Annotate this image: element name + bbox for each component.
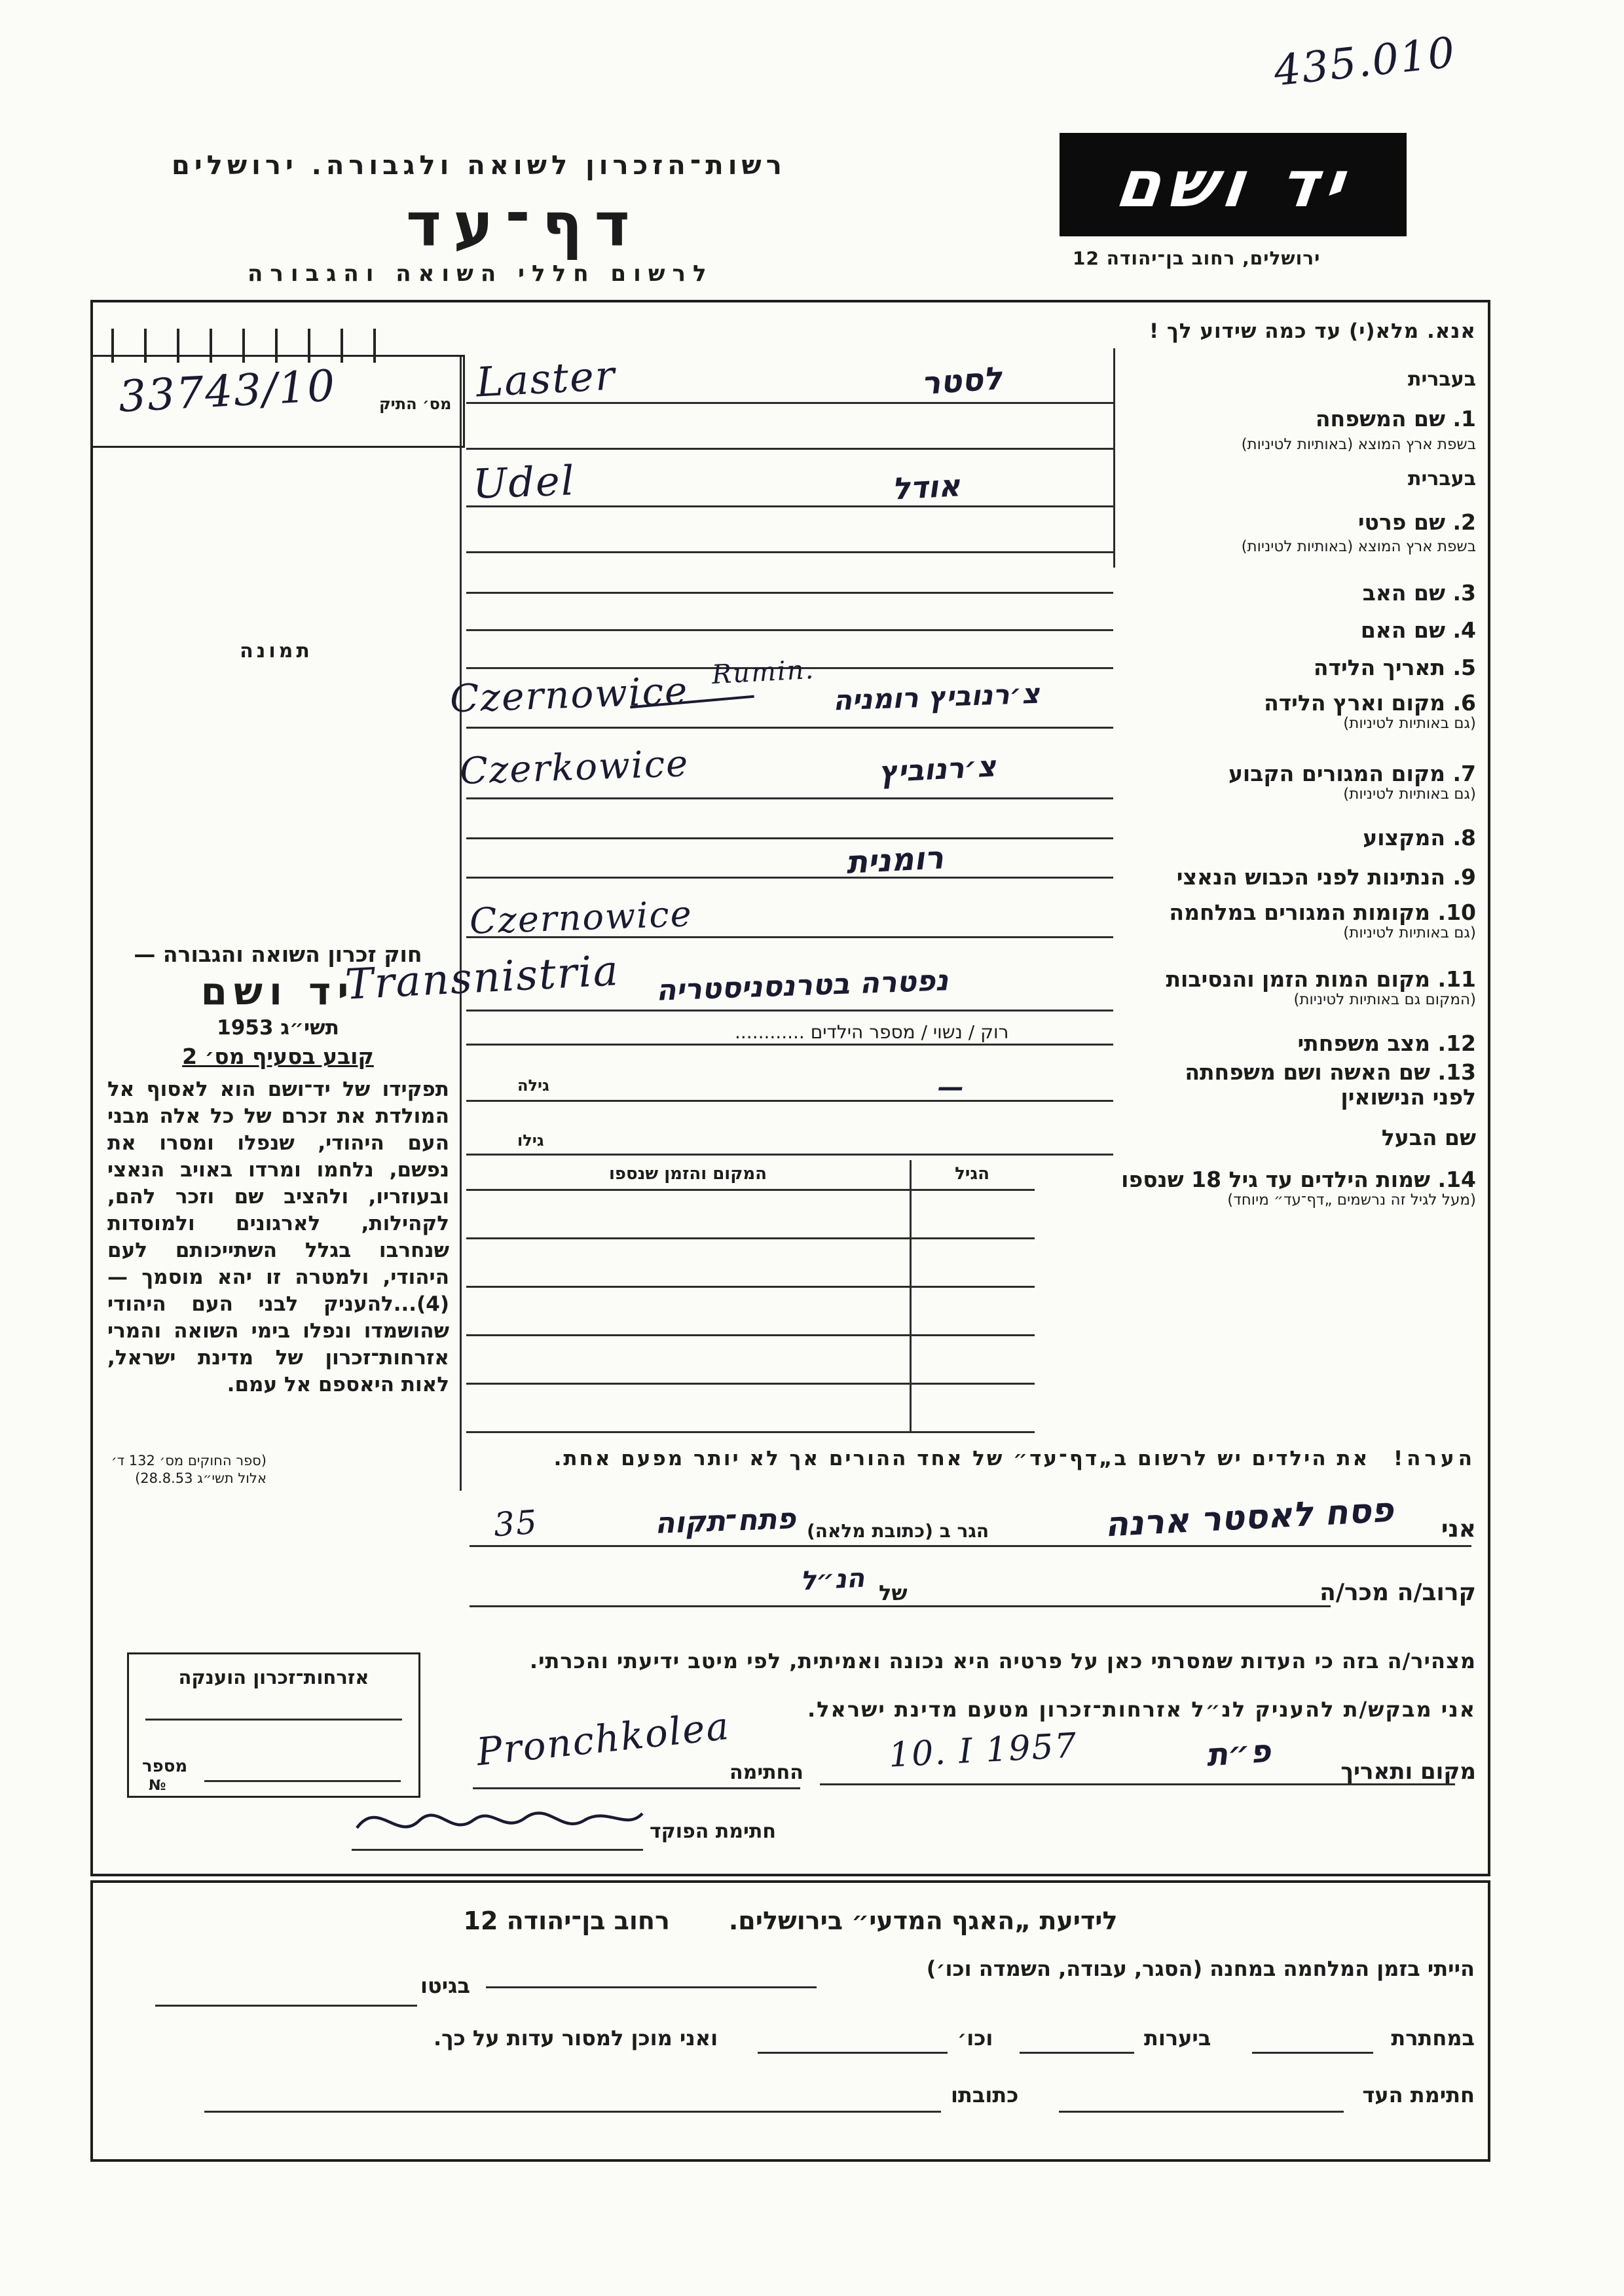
field7-latin-note: (גם באותיות לטיניות) bbox=[1343, 786, 1476, 803]
fill-line-family-hebrew bbox=[466, 402, 1113, 404]
fill-line-family-latin bbox=[466, 448, 1113, 450]
left-panel-separator bbox=[460, 356, 462, 1491]
camp-label: הייתי בזמן המלחמה במחנה (הסגר, עבודה, השמדה וכו׳) bbox=[926, 1956, 1475, 1981]
numero-symbol: № bbox=[149, 1777, 166, 1794]
children-row-line bbox=[466, 1383, 1035, 1385]
law-section: קובע בסעיף מס׳ 2 bbox=[182, 1044, 374, 1069]
fill-line-wife-name bbox=[466, 1100, 1113, 1102]
field13-label: 13. שם האשה ושם משפחתה bbox=[1185, 1059, 1476, 1085]
witness-signature-line bbox=[1059, 2111, 1344, 2113]
children-table bbox=[466, 1160, 1035, 1433]
field10-latin-note: (גם באותיות לטיניות) bbox=[1343, 924, 1476, 941]
yad-vashem-logo bbox=[1060, 133, 1407, 236]
children-row-line bbox=[466, 1237, 1035, 1239]
field1-origin-note: בשפת ארץ המוצא (באותיות לטיניות) bbox=[1241, 436, 1476, 453]
forests-line bbox=[1020, 2052, 1134, 2054]
husband-age-label: גילו bbox=[517, 1131, 544, 1150]
fill-line-father bbox=[466, 592, 1113, 594]
bottom-title: לידיעת „האגף המדעי״ בירושלים. bbox=[728, 1906, 1118, 1935]
children-row-line bbox=[466, 1334, 1035, 1336]
witness-signature-handwriting: Pronchkolea bbox=[474, 1703, 732, 1775]
fill-line-husband-name bbox=[466, 1154, 1113, 1156]
field13-label-2: לפני הנישואין bbox=[1340, 1084, 1476, 1110]
signature-label: החתימה bbox=[729, 1761, 803, 1784]
relative-label: קרוב/ה מכר/ה bbox=[1320, 1579, 1476, 1606]
husband-label: שם הבעל bbox=[1381, 1125, 1476, 1150]
wartime-residence-handwriting: Czernowice bbox=[469, 893, 693, 942]
residence-latin-handwriting: Czerkowice bbox=[458, 742, 690, 793]
signature-line bbox=[473, 1787, 800, 1789]
note-text: את הילדים יש לרשום ב„דף־עד״ של אחד ההורים אך לא יותר מפעם אחת. bbox=[553, 1447, 1370, 1470]
death-place-hebrew-handwriting: נפטרה בטרנסניסטריה bbox=[655, 964, 949, 1008]
logo-address: ירושלים, רחוב בן־יהודה 12 bbox=[1073, 247, 1321, 269]
field14-note: (מעל לגיל זה נרשמים „דף־עד״ מיוחד) bbox=[1227, 1192, 1476, 1209]
main-form bbox=[90, 300, 1490, 1876]
underground-line bbox=[1252, 2052, 1373, 2054]
fill-instruction: אנא. מלא(י) עד כמה שידוע לך ! bbox=[1149, 319, 1476, 343]
field3-label: 3. שם האב bbox=[1362, 580, 1476, 606]
citizenship-number-line bbox=[204, 1780, 401, 1782]
children-table-divider bbox=[910, 1160, 912, 1431]
declare-text: מצהיר/ה בזה כי העדות שמסרתי כאן על פרטיה היא נכונה ואמיתית, לפי מיטב ידיעתי והכרתי. bbox=[529, 1649, 1476, 1673]
witness-name-handwriting: פסח לאסטר ארנה bbox=[1103, 1490, 1395, 1545]
field8-label: 8. המקצוע bbox=[1363, 825, 1476, 850]
residing-label: הגר ב (כתובת מלאה) bbox=[807, 1520, 989, 1542]
field10-label: 10. מקומות המגורים במלחמה bbox=[1169, 900, 1476, 925]
bottom-title-row bbox=[93, 1906, 1488, 1935]
underground-label: במחתרת bbox=[1391, 2026, 1475, 2050]
fill-line-first-hebrew bbox=[466, 505, 1113, 507]
fill-line-death-place bbox=[466, 1010, 1113, 1011]
field2-hebrew-label: בעברית bbox=[1408, 467, 1476, 490]
wife-line-dash-handwriting: — bbox=[938, 1072, 964, 1102]
law-name: יד ושם bbox=[200, 969, 356, 1013]
field11-label: 11. מקום המות הזמן והנסיבות bbox=[1166, 966, 1476, 992]
field1-label: 1. שם המשפחה bbox=[1315, 406, 1476, 431]
witness-address-label: כתובתו bbox=[951, 2083, 1019, 2107]
witness-city-handwriting: פתח־תקוה bbox=[654, 1502, 797, 1540]
bottom-section bbox=[90, 1880, 1490, 2162]
forests-label: ביערות bbox=[1144, 2026, 1211, 2050]
children-row-line bbox=[466, 1286, 1035, 1288]
photo-label: תמונה bbox=[240, 640, 313, 663]
file-number-box bbox=[90, 355, 465, 448]
testify-label: ואני מוכן למסור עדות על כך. bbox=[434, 2026, 718, 2050]
of-label: של bbox=[879, 1580, 908, 1605]
form-subtitle: לרשום חללי השואה והגבורה bbox=[248, 261, 714, 287]
note-label: הערה! bbox=[1393, 1447, 1476, 1470]
field5-label: 5. תאריך הלידה bbox=[1313, 655, 1476, 680]
yad-vashem-logo-text: יד ושם bbox=[1111, 147, 1355, 222]
field2-label: 2. שם פרטי bbox=[1357, 509, 1476, 535]
field2-origin-note: בשפת ארץ המוצא (באותיות לטיניות) bbox=[1241, 538, 1476, 555]
field14-label: 14. שמות הילדים עד גיל 18 שנספו bbox=[1121, 1167, 1476, 1192]
etc-label: וכו׳ bbox=[957, 2026, 993, 2050]
residence-hebrew-handwriting: צ׳רנוביץ bbox=[877, 750, 997, 790]
relation-handwriting: הנ״ל bbox=[799, 1563, 866, 1597]
first-name-hebrew-handwriting: אודל bbox=[891, 467, 961, 507]
note-row bbox=[554, 1447, 1476, 1470]
etc-line bbox=[758, 2052, 948, 2054]
witness-signature-label: חתימת העד bbox=[1362, 2083, 1475, 2107]
ghetto-line bbox=[155, 2005, 417, 2007]
field11-latin-note: (המקום גם באותיות לטיניות) bbox=[1293, 991, 1476, 1008]
place-handwriting: פ״ת bbox=[1205, 1732, 1272, 1774]
family-name-hebrew-handwriting: לסטר bbox=[920, 359, 1003, 403]
field1-hebrew-label: בעברית bbox=[1408, 368, 1476, 391]
fill-line-family-status bbox=[466, 1044, 1113, 1046]
first-name-latin-handwriting: Udel bbox=[471, 456, 576, 508]
law-footnote: (ספר החוקים מס׳ 132 ד׳ אלול תשי״ג 28.8.53) bbox=[111, 1453, 267, 1486]
field12-options: רוק / נשוי / מספר הילדים ............ bbox=[735, 1021, 1009, 1043]
birthplace-latin-handwriting: Czernowice bbox=[449, 668, 690, 721]
citizenship-box bbox=[127, 1652, 420, 1798]
declaration-line-2 bbox=[470, 1605, 1331, 1607]
field6-label: 6. מקום וארץ הלידה bbox=[1264, 690, 1476, 716]
law-body: תפקידו של יד־ושם הוא לאסוף אל המולדת את זכרם של כל אלה מבני העם היהודי, שנפלו ומסרו את נפשם, נלחמו ומרדו באויב הנאצי ובעוזריו, ולהציב שם וזכר להם, לקהילות, לארגונים ולמוסדות שנחרבו בגלל השתייכותם לעם היהודי, ולמטרה זו יהא מוסמך — (4)...להעניק לבני העם היהודי שהושמדו ונפלו בימי השואה והמרי אזרחות־זכרון של מדינת ישראל, לאות היאספם אל עמם. bbox=[107, 1078, 449, 1396]
form-title: דף־עד bbox=[406, 190, 642, 260]
fill-line-first-latin bbox=[466, 551, 1113, 553]
clerk-signature-line bbox=[352, 1849, 643, 1851]
birthplace-hebrew-handwriting: צ׳רנוביץ רומניה bbox=[832, 677, 1041, 717]
ghetto-label: בגיטו bbox=[420, 1973, 470, 1998]
witness-address-line bbox=[204, 2111, 941, 2113]
file-number-handwriting: 33743/10 bbox=[117, 360, 337, 422]
bottom-title-address: רחוב בן־יהודה 12 bbox=[463, 1906, 670, 1935]
field9-label: 9. הנתינות לפני הכבוש הנאצי bbox=[1176, 864, 1476, 890]
fill-line-profession bbox=[466, 837, 1113, 839]
law-intro: חוק זכרון השואה והגבורה — bbox=[134, 941, 422, 967]
field4-label: 4. שם האם bbox=[1360, 617, 1476, 643]
date-handwriting: 10. I 1957 bbox=[887, 1726, 1079, 1776]
authority-title: רשות־הזכרון לשואה ולגבורה. ירושלים bbox=[172, 151, 786, 181]
house-number-handwriting: 35 bbox=[492, 1503, 540, 1544]
children-row-line bbox=[466, 1189, 1035, 1191]
citizenship-handwriting: רומנית bbox=[845, 839, 945, 881]
birthplace-country-handwriting: Rumin. bbox=[710, 654, 816, 691]
place-date-label: מקום ותאריך bbox=[1340, 1758, 1476, 1785]
declaration-line-1 bbox=[470, 1545, 1471, 1547]
request-text: אני מבקש/ת להעניק לנ״ל אזרחות־זכרון מטעם מדינת ישראל. bbox=[807, 1697, 1476, 1722]
citizenship-line bbox=[145, 1719, 402, 1721]
family-name-latin-handwriting: Laster bbox=[475, 351, 617, 407]
children-col-age: הגיל bbox=[955, 1164, 989, 1184]
clerk-signature-scribble bbox=[352, 1794, 646, 1849]
wife-age-label: גילה bbox=[517, 1076, 549, 1095]
citizenship-number-label: מספר bbox=[142, 1757, 188, 1776]
law-year: תשי״ג 1953 bbox=[217, 1016, 339, 1040]
death-place-latin-handwriting: Transnistria bbox=[344, 947, 621, 1010]
i-label: אני bbox=[1441, 1516, 1476, 1542]
fill-line-residence bbox=[466, 797, 1113, 799]
field12-label: 12. מצב משפחתי bbox=[1297, 1030, 1476, 1056]
fill-line-birthplace bbox=[466, 727, 1113, 729]
field7-label: 7. מקום המגורים הקבוע bbox=[1228, 761, 1476, 786]
camp-line bbox=[486, 1986, 817, 1988]
archive-number-handwriting: 435.010 bbox=[1271, 28, 1458, 96]
label-column-separator bbox=[1113, 348, 1115, 568]
citizenship-granted-label: אזרחות־זכרון הוענקה bbox=[178, 1666, 369, 1688]
place-date-line bbox=[820, 1783, 1455, 1785]
file-number-label: מס׳ התיק bbox=[379, 395, 452, 413]
clerk-signature-label: חתימת הפוקד bbox=[650, 1820, 776, 1843]
fill-line-citizenship bbox=[466, 877, 1113, 879]
children-col-place: המקום והזמן שנספו bbox=[608, 1164, 767, 1184]
field6-latin-note: (גם באותיות לטיניות) bbox=[1343, 715, 1476, 732]
fill-line-mother bbox=[466, 629, 1113, 631]
